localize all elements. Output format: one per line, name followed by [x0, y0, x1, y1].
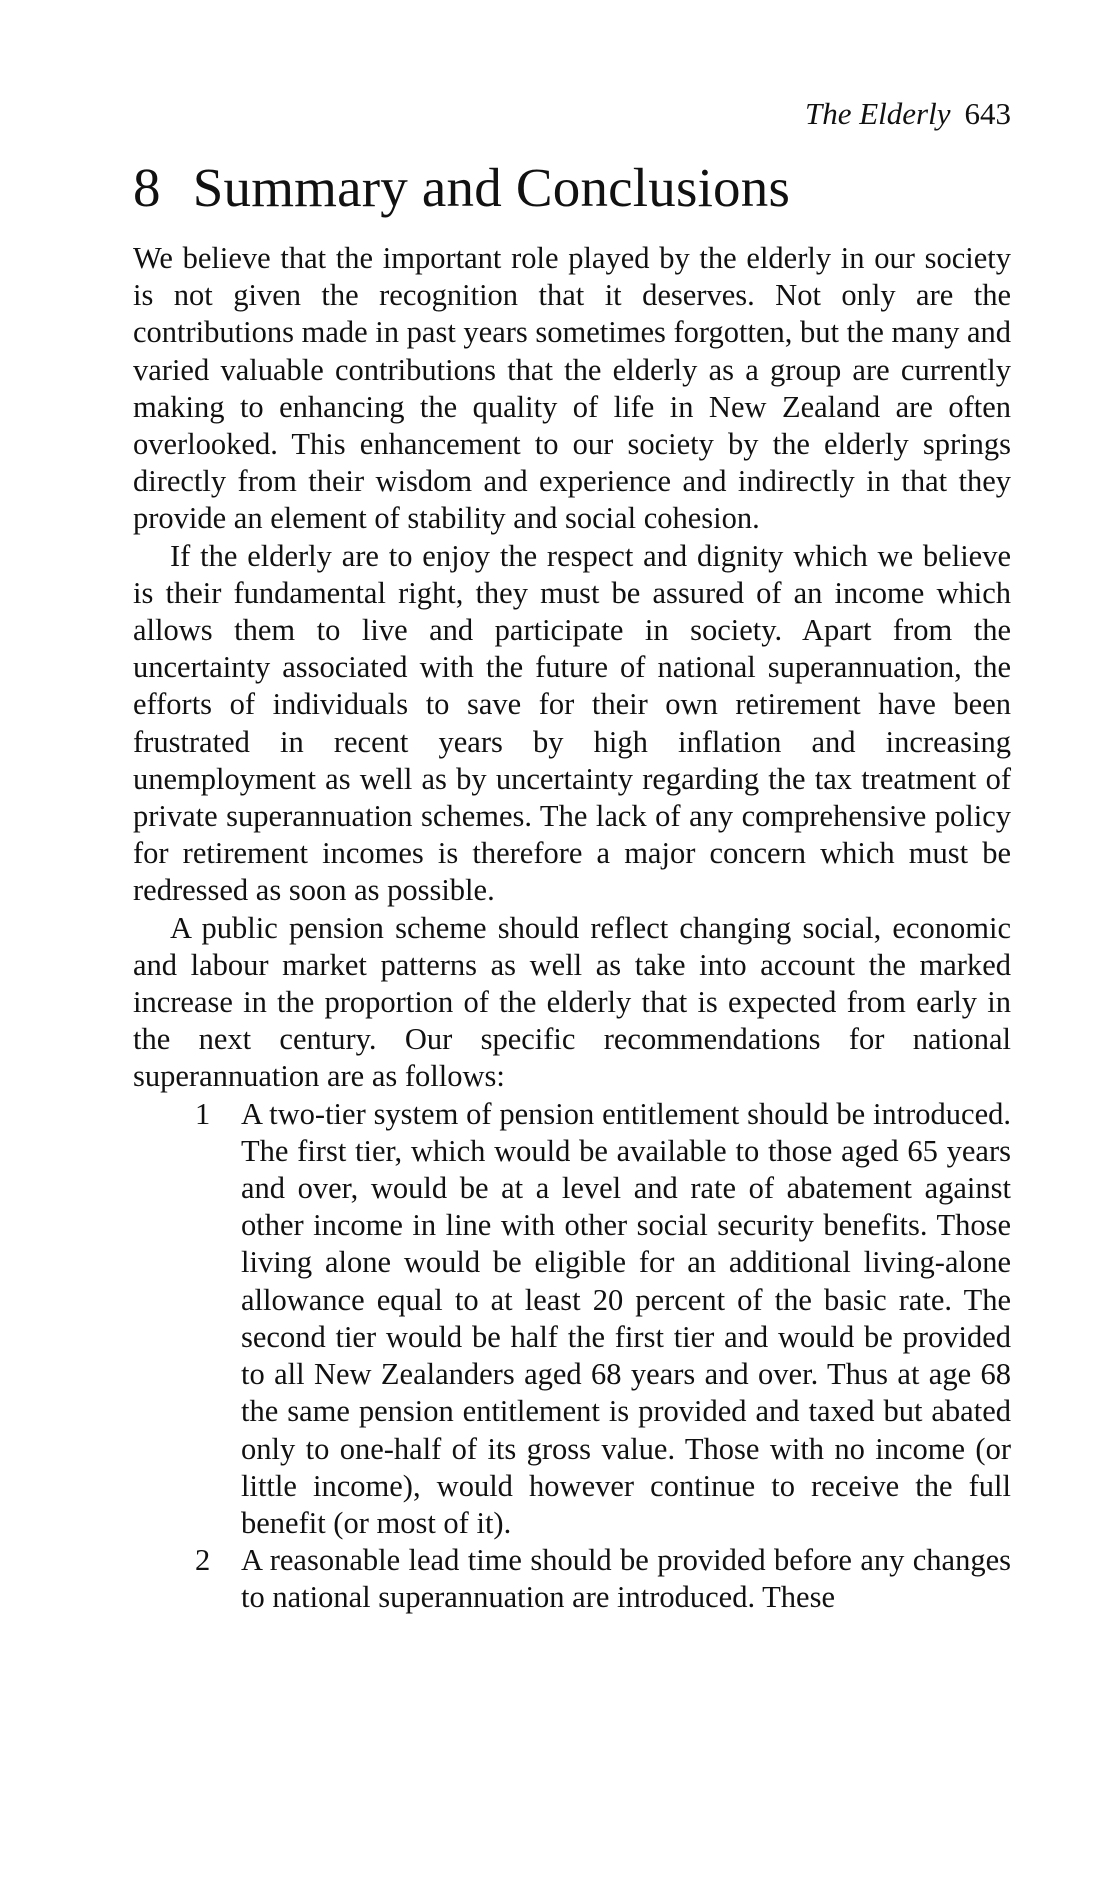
recommendation-list — [133, 1096, 1011, 1617]
recommendation-text: A two-tier system of pension entitlement should be introduced. The first tier, which would be available to those aged 65 years and over, would be at a level and rate of abatement against other income in line with other social security benefits. Those living alone would be eligible for an additional living-alone allowance equal to at least 20 percent of the basic rate. The second tier would be half the first tier and would be provided to all New Zealanders aged 68 years and over. Thus at age 68 the same pension entitlement is provided and taxed but abated only to one-half of its gross value. Those with no income (or little income), would however continue to receive the full benefit (or most of it). — [241, 1096, 1011, 1540]
body-text — [133, 240, 1011, 1617]
section-heading — [133, 157, 791, 218]
section-title: Summary and Conclusions — [192, 157, 791, 218]
paragraph-3: A public pension scheme should reflect changing social, economic and labour market patterns as well as take into account the marked increase in the proportion of the elderly that is expected from early in the next century. Our specific recommendations for national superannuation are as follows: — [133, 910, 1011, 1094]
running-head — [805, 98, 1011, 129]
section-number: 8 — [133, 157, 161, 218]
running-head-title: The Elderly — [805, 96, 951, 131]
paragraph-2: If the elderly are to enjoy the respect and dignity which we believe is their fundamental right, they must be assured of an income which allows them to live and participate in society. Apart from the uncertainty associated with the future of national superannuation, the efforts of individuals to save for their own retirement have been frustrated in recent years by high inflation and increasing unemployment as well as by uncertainty regarding the tax treatment of private superannuation schemes. The lack of any comprehensive policy for retirement incomes is therefore a major concern which must be redressed as soon as possible. — [133, 538, 1011, 908]
page-number: 643 — [964, 96, 1011, 131]
recommendation-number: 1 — [195, 1096, 211, 1131]
paragraph-1: We believe that the important role played by the elderly in our society is not given the recognition that it deserves. Not only are the contributions made in past years sometimes forgotten, but the many and varied valuable contributions that the elderly as a group are currently making to enhancing the quality of life in New Zealand are often overlooked. This enhancement to our society by the elderly springs directly from their wisdom and experience and indirectly in that they provide an element of stability and social cohesion. — [133, 241, 1011, 536]
recommendation-item — [133, 1542, 1011, 1616]
recommendation-number: 2 — [195, 1543, 211, 1578]
recommendation-text: A reasonable lead time should be provided before any changes to national superannuation are introduced. These — [241, 1543, 1011, 1615]
recommendation-item — [133, 1096, 1011, 1542]
